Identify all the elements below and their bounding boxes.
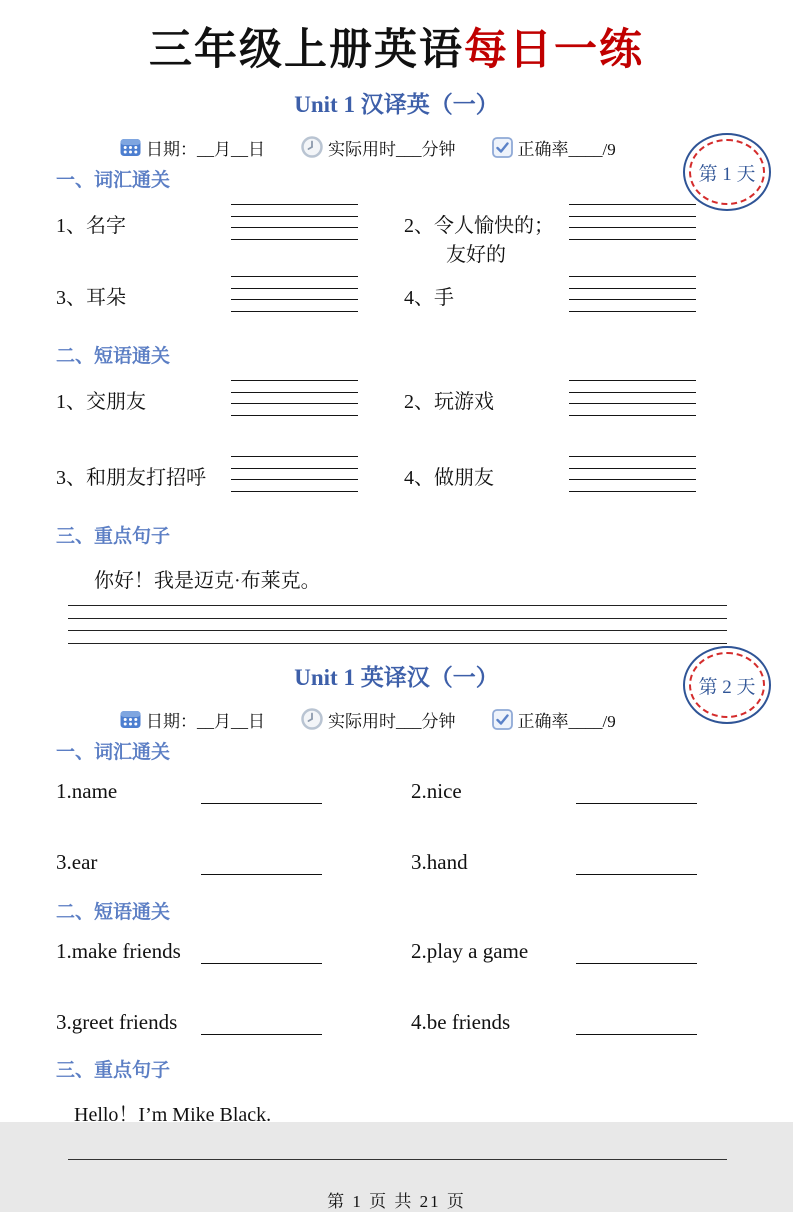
day-badge-2 [683,646,771,724]
answer-blank [201,778,322,804]
phrase-row [56,934,737,964]
section-heading-phrase-1: 二、短语通关 [56,346,171,368]
phrase-row [56,1005,737,1035]
writing-lines [569,454,696,492]
vocab-item-label: 2.nice [411,779,462,804]
day-badge-1-label: 第 1 天 [689,139,765,205]
vocab-item-label: 1.name [56,779,118,804]
section-heading-vocab-2: 一、词汇通关 [56,742,171,764]
checkmark-icon [492,709,513,730]
vocab-row [56,202,737,267]
phrase-item-label: 2.play a game [411,939,529,964]
clock-icon [301,136,323,158]
section-heading-phrase-2: 二、短语通关 [56,902,171,924]
vocab-row [56,274,737,314]
unit-title-1: Unit 1 汉译英（一） [294,92,499,118]
section-heading-vocab-1: 一、词汇通关 [56,170,171,192]
time-field [301,135,456,160]
phrase-item-label: 3.greet friends [56,1010,178,1035]
writing-lines [231,274,358,312]
vocab-item-label: 2、令人愉快的； 友好的 [404,215,554,267]
writing-lines [569,202,696,240]
section-heading-sentence-1: 三、重点句子 [56,526,171,548]
phrase-item-label: 3、和朋友打招呼 [56,467,206,490]
day-badge-1 [683,133,771,211]
date-label: 日期：__月__日 [146,711,265,731]
unit-title-2: Unit 1 英译汉（一） [294,664,499,690]
date-field [120,707,265,732]
sentence-writing-lines [68,603,727,644]
page-title-black: 三年级上册英语 [149,27,464,74]
phrase-item-label: 4、做朋友 [404,467,494,490]
vocab-item-label: 3.hand [411,850,468,875]
accuracy-field [492,135,616,160]
accuracy-field [492,707,616,732]
vocab-item-label: 3、耳朵 [56,287,126,310]
phrase-item-label: 1、交朋友 [56,391,146,414]
sentence-text-en: Hello！I’m Mike Black. [74,1104,272,1127]
calendar-icon [120,138,141,157]
writing-lines [231,454,358,492]
section-heading-sentence-2: 三、重点句子 [56,1060,171,1082]
vocab-row [56,774,737,804]
answer-line-long [68,1159,727,1160]
meta-row-2 [56,706,737,732]
phrase-item-label: 2、玩游戏 [404,391,494,414]
accuracy-label: 正确率____/9 [517,139,616,159]
time-label: 实际用时___分钟 [328,139,456,159]
clock-icon [301,708,323,730]
phrase-item-label: 4.be friends [411,1010,511,1035]
answer-blank [576,938,697,964]
vocab-item-label: 1、名字 [56,215,126,238]
calendar-icon [120,710,141,729]
vocab-row [56,845,737,875]
answer-blank [201,938,322,964]
answer-blank [201,849,322,875]
writing-lines [231,378,358,416]
accuracy-label: 正确率____/9 [517,711,616,731]
page-footer: 第 1 页 共 21 页 [327,1192,466,1212]
time-field [301,707,456,732]
section-yingyihan [56,664,737,1128]
phrase-row [56,378,737,418]
answer-blank [576,1009,697,1035]
date-label: 日期：__月__日 [146,139,265,159]
phrase-item-label: 1.make friends [56,939,181,964]
writing-lines [231,202,358,240]
vocab-item-label: 4、手 [404,287,454,310]
answer-blank [576,849,697,875]
day-badge-2-label: 第 2 天 [689,652,765,718]
section-hanyiying [56,91,737,643]
date-field [120,135,265,160]
writing-lines [569,378,696,416]
page-title-red: 每日一练 [464,27,644,74]
vocab-item-label: 3.ear [56,850,98,875]
checkmark-icon [492,137,513,158]
answer-blank [576,778,697,804]
phrase-row [56,454,737,494]
writing-lines [569,274,696,312]
meta-row-1 [56,134,737,160]
answer-blank [201,1009,322,1035]
sentence-text-cn: 你好！我是迈克·布莱克。 [94,570,321,593]
page-title [56,26,737,75]
time-label: 实际用时___分钟 [328,711,456,731]
